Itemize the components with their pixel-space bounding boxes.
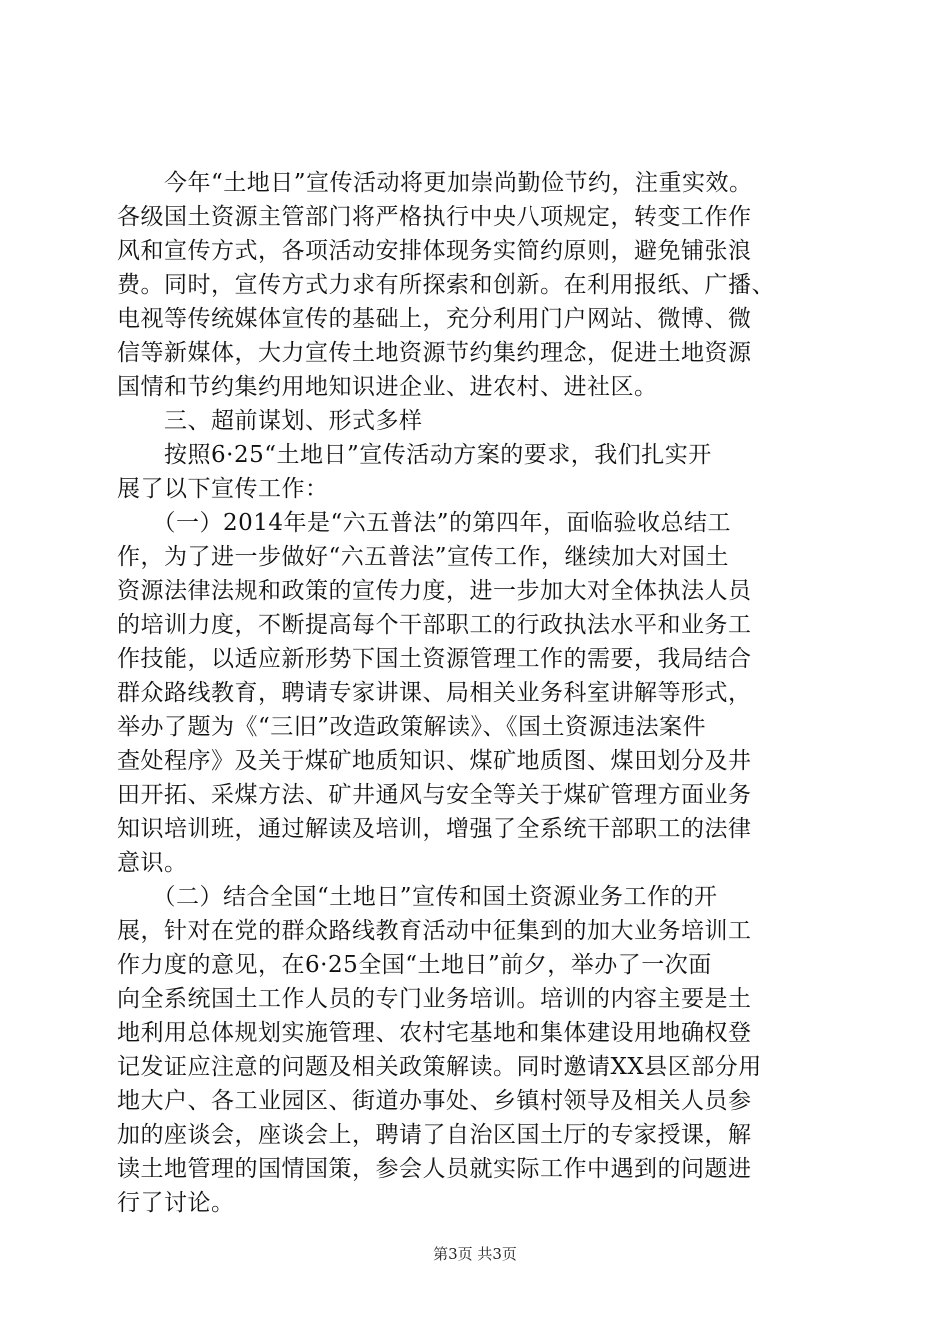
text-line: 信等新媒体，大力宣传土地资源节约集约理念，促进土地资源 xyxy=(117,340,752,366)
text-line: 今年“土地日”宣传活动将更加崇尚勤俭节约，注重实效。 xyxy=(117,170,753,196)
text-line: 地利用总体规划实施管理、农村宅基地和集体建设用地确权登 xyxy=(117,1020,752,1046)
text-line: 田开拓、采煤方法、矿井通风与安全等关于煤矿管理方面业务 xyxy=(117,782,752,808)
text-line: 加的座谈会，座谈会上，聘请了自治区国土厅的专家授课，解 xyxy=(117,1122,752,1148)
text-line: 国情和节约集约用地知识进企业、进农村、进社区。 xyxy=(117,374,658,400)
text-line: 知识培训班，通过解读及培训，增强了全系统干部职工的法律 xyxy=(117,816,752,842)
text-line: 查处程序》及关于煤矿地质知识、煤矿地质图、煤田划分及井 xyxy=(117,748,752,774)
text-line: 行了讨论。 xyxy=(117,1190,235,1216)
page-number: 第3页 共3页 xyxy=(433,1245,517,1263)
text-line: 电视等传统媒体宣传的基础上，充分利用门户网站、微博、微 xyxy=(117,306,752,332)
section-heading: 三、超前谋划、形式多样 xyxy=(117,408,423,434)
text-line: 按照6·25“土地日”宣传活动方案的要求，我们扎实开 xyxy=(117,442,712,468)
text-line: 读土地管理的国情国策，参会人员就实际工作中遇到的问题进 xyxy=(117,1156,752,1182)
document-body xyxy=(117,166,834,1220)
text-line: 举办了题为《“三旧”改造政策解读》、《国土资源违法案件 xyxy=(117,714,707,740)
text-line: 作技能，以适应新形势下国土资源管理工作的需要，我局结合 xyxy=(117,646,752,672)
text-line: 风和宣传方式，各项活动安排体现务实简约原则，避免铺张浪 xyxy=(117,238,752,264)
text-line: 记发证应注意的问题及相关政策解读。同时邀请XX县区部分用 xyxy=(117,1054,762,1080)
text-line: 地大户、各工业园区、街道办事处、乡镇村领导及相关人员参 xyxy=(117,1088,752,1114)
text-line: （二）结合全国“土地日”宣传和国土资源业务工作的开 xyxy=(117,884,718,910)
text-line: 展，针对在党的群众路线教育活动中征集到的加大业务培训工 xyxy=(117,918,752,944)
text-line: 向全系统国土工作人员的专门业务培训。培训的内容主要是土 xyxy=(117,986,752,1012)
text-line: 各级国土资源主管部门将严格执行中央八项规定，转变工作作 xyxy=(117,204,752,230)
text-line: 群众路线教育，聘请专家讲课、局相关业务科室讲解等形式， xyxy=(117,680,752,706)
page-footer xyxy=(0,1244,950,1264)
text-line: 作力度的意见，在6·25全国“土地日”前夕，举办了一次面 xyxy=(117,952,712,978)
text-line: 展了以下宣传工作： xyxy=(117,476,329,502)
text-line: 费。同时，宣传方式力求有所探索和创新。在利用报纸、广播、 xyxy=(117,272,775,298)
text-line: 意识。 xyxy=(117,850,188,876)
text-line: 资源法律法规和政策的宣传力度，进一步加大对全体执法人员 xyxy=(117,578,752,604)
text-line: 的培训力度，不断提高每个干部职工的行政执法水平和业务工 xyxy=(117,612,752,638)
text-line: 作，为了进一步做好“六五普法”宣传工作，继续加大对国土 xyxy=(117,544,730,570)
text-line: （一）2014年是“六五普法”的第四年，面临验收总结工 xyxy=(117,510,732,536)
